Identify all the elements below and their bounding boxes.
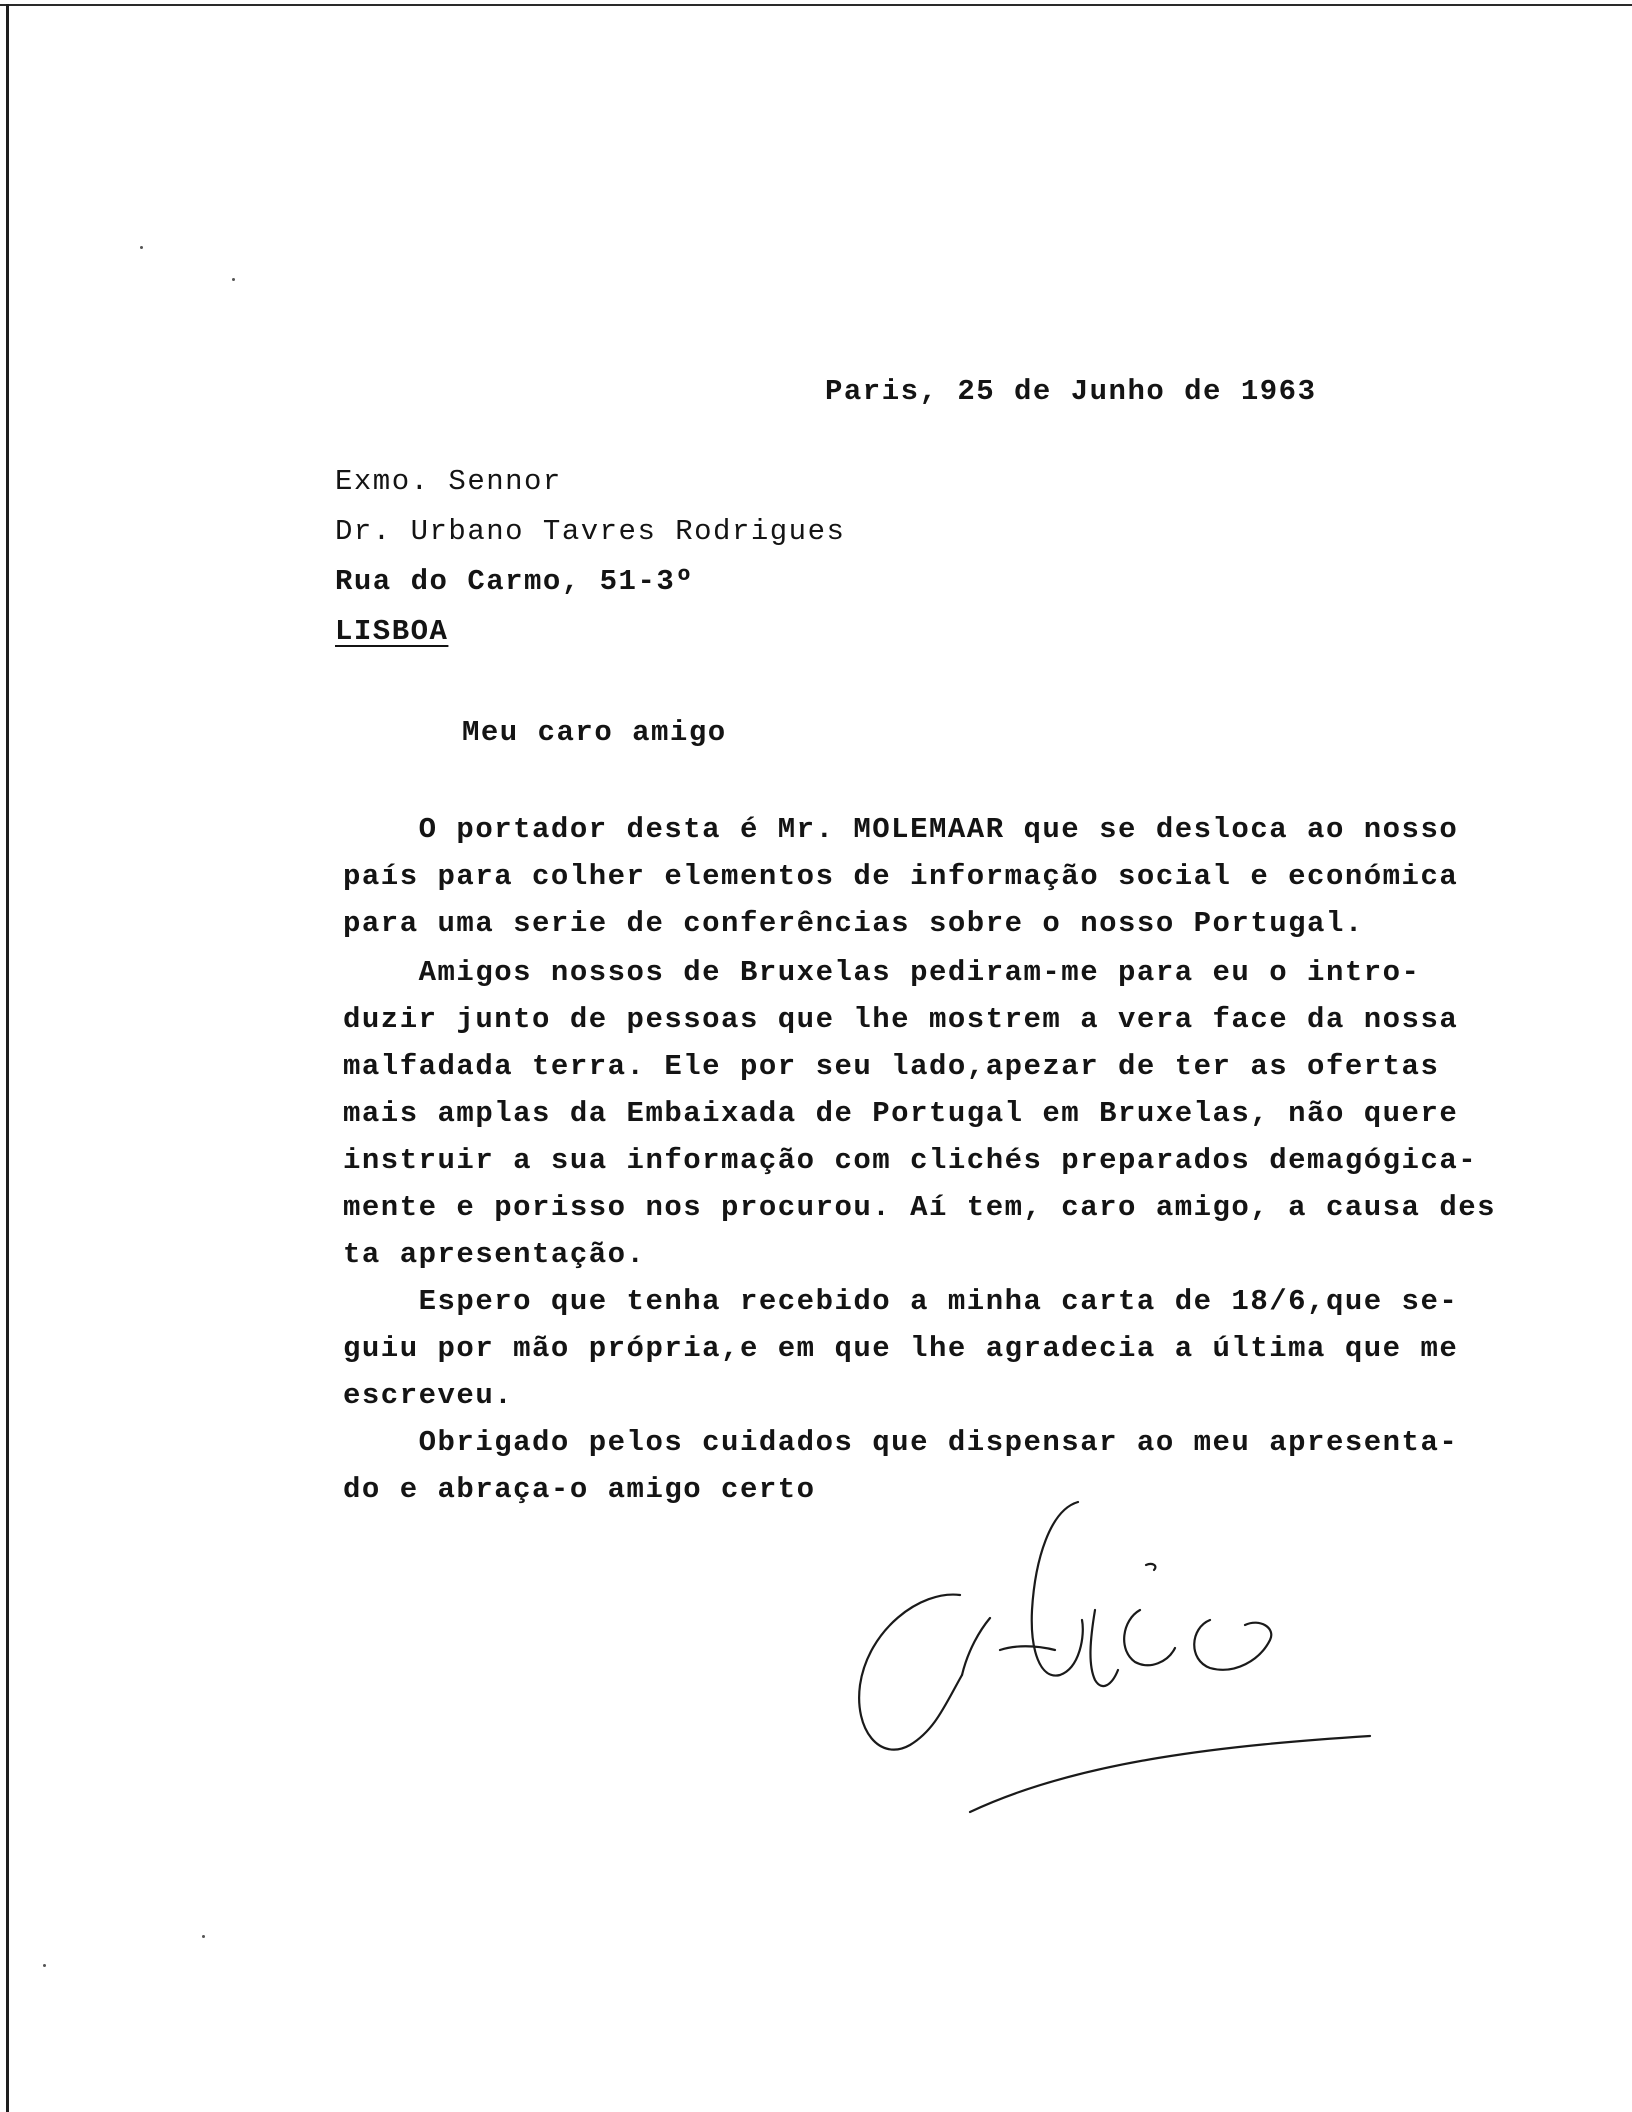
body-line: Obrigado pelos cuidados que dispensar ao meu apresenta- [343, 1426, 1459, 1459]
page-left-edge [6, 4, 9, 2112]
body-line: mente e porisso nos procurou. Aí tem, caro amigo, a causa des [343, 1191, 1497, 1224]
paper-speck [232, 278, 235, 281]
date-line: Paris, 25 de Junho de 1963 [825, 375, 1317, 408]
body-line: instruir a sua informação com clichés preparados demagógica- [343, 1144, 1478, 1177]
page-top-edge [0, 4, 1632, 6]
body-line: Amigos nossos de Bruxelas pediram-me para eu o intro- [343, 956, 1421, 989]
body-line: O portador desta é Mr. MOLEMAAR que se desloca ao nosso [343, 813, 1459, 846]
recipient-salutation-title: Exmo. Sennor [335, 465, 562, 498]
body-line: guiu por mão própria,e em que lhe agradecia a última que me [343, 1332, 1459, 1365]
recipient-street: Rua do Carmo, 51-3º [335, 565, 695, 598]
body-line: duzir junto de pessoas que lhe mostrem a vera face da nossa [343, 1003, 1459, 1036]
body-line: mais amplas da Embaixada de Portugal em Bruxelas, não quere [343, 1097, 1459, 1130]
body-line: ta apresentação. [343, 1238, 646, 1271]
paper-speck [140, 246, 143, 249]
salutation: Meu caro amigo [462, 716, 727, 749]
recipient-city: LISBOA [335, 615, 449, 648]
recipient-name: Dr. Urbano Tavres Rodrigues [335, 515, 846, 548]
paper-speck [43, 1964, 46, 1967]
body-line: país para colher elementos de informação social e económica [343, 860, 1459, 893]
handwritten-signature [850, 1500, 1410, 1820]
paper-speck [202, 1935, 205, 1938]
body-line: Espero que tenha recebido a minha carta de 18/6,que se- [343, 1285, 1459, 1318]
body-line: do e abraça-o amigo certo [343, 1473, 816, 1506]
body-line: escreveu. [343, 1379, 514, 1412]
body-line: para uma serie de conferências sobre o nosso Portugal. [343, 907, 1364, 940]
body-line: malfadada terra. Ele por seu lado,apezar de ter as ofertas [343, 1050, 1440, 1083]
